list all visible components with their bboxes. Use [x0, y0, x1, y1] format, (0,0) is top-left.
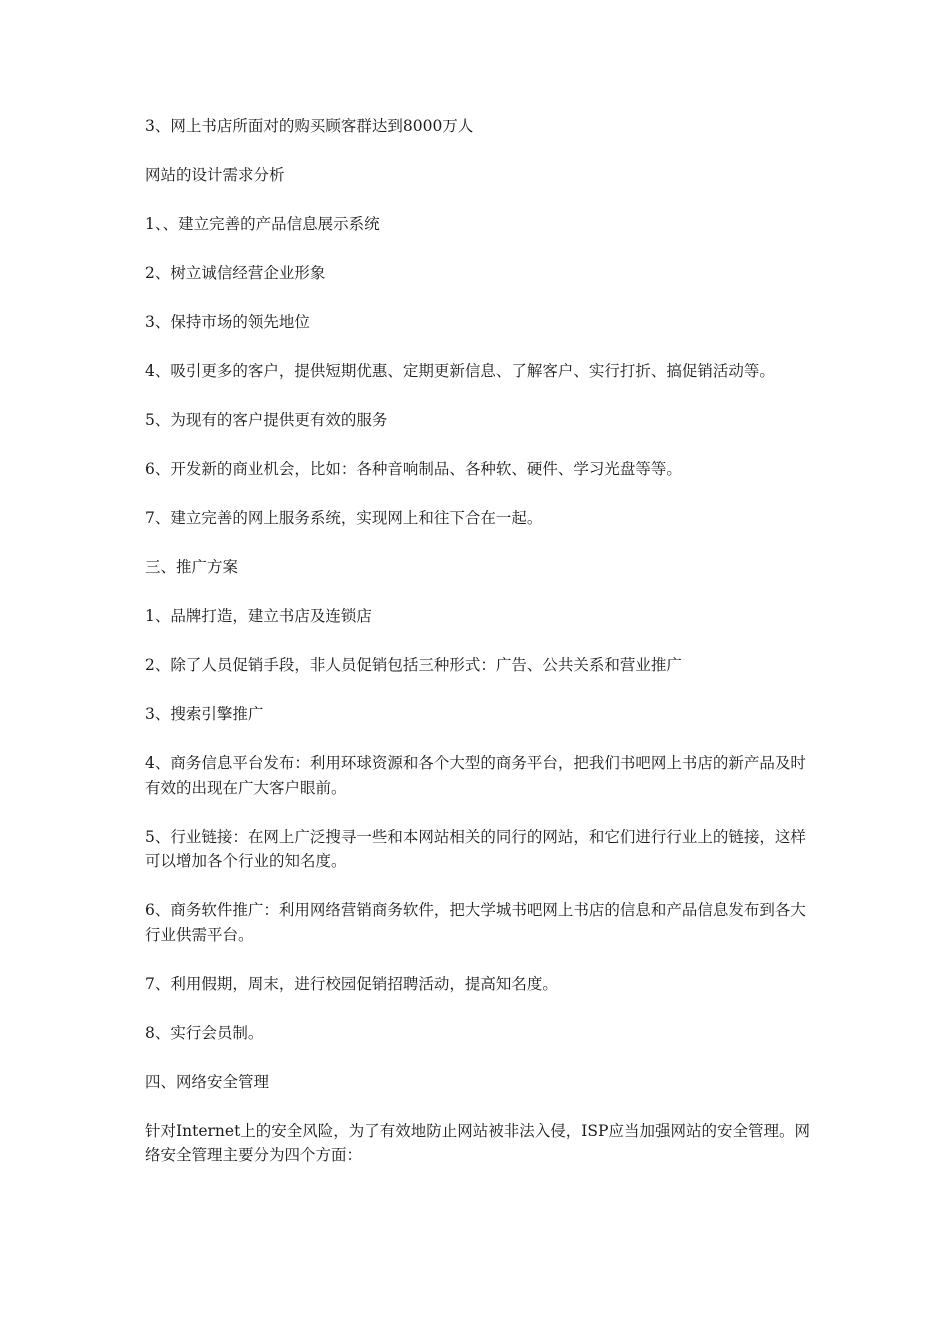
paragraph-market-lead: 3、保持市场的领先地位 [145, 313, 310, 331]
paragraph-better-service: 5、为现有的客户提供更有效的服务 [145, 411, 388, 429]
paragraph-new-opportunities: 6、开发新的商业机会，比如：各种音响制品、各种软、硬件、学习光盘等等。 [145, 460, 682, 478]
heading-design-requirements: 网站的设计需求分析 [145, 166, 285, 184]
paragraph-attract-customers: 4、吸引更多的客户，提供短期优惠、定期更新信息、了解客户、实行打折、搞促销活动等。 [145, 362, 775, 380]
paragraph-product-display: 1、、建立完善的产品信息展示系统 [145, 215, 380, 233]
paragraph-non-personal-promotion: 2、除了人员促销手段，非人员促销包括三种形式：广告、公共关系和营业推广 [145, 656, 682, 674]
paragraph-branding: 1、品牌打造，建立书店及连锁店 [145, 607, 372, 625]
paragraph-software-promotion: 6、商务软件推广：利用网络营销商务软件，把大学城书吧网上书店的信息和产品信息发布到各大行业供需平台。 [145, 901, 806, 944]
paragraph-campus-promotion: 7、利用假期，周末，进行校园促销招聘活动，提高知名度。 [145, 974, 558, 993]
paragraph-customer-base: 3、网上书店所面对的购买顾客群达到8000万人 [145, 117, 474, 135]
heading-network-security: 四、网络安全管理 [145, 1072, 270, 1091]
paragraph-online-service: 7、建立完善的网上服务系统，实现网上和往下合在一起。 [145, 509, 543, 527]
paragraph-search-engine: 3、搜索引擎推广 [145, 705, 264, 723]
paragraph-security-intro: 针对Internet上的安全风险，为了有效地防止网站被非法入侵，ISP应当加强网站的安全管理。网络安全管理主要分为四个方面： [145, 1121, 810, 1164]
paragraph-membership: 8、实行会员制。 [145, 1023, 264, 1042]
document-body [145, 114, 810, 1192]
paragraph-brand-image: 2、树立诚信经营企业形象 [145, 264, 326, 282]
paragraph-info-platform: 4、商务信息平台发布：利用环球资源和各个大型的商务平台，把我们书吧网上书店的新产品及时有效的出现在广大客户眼前。 [145, 754, 806, 797]
heading-promotion-plan: 三、推广方案 [145, 558, 239, 576]
paragraph-industry-links: 5、行业链接：在网上广泛搜寻一些和本网站相关的同行的网站，和它们进行行业上的链接，这样可以增加各个行业的知名度。 [145, 827, 806, 870]
